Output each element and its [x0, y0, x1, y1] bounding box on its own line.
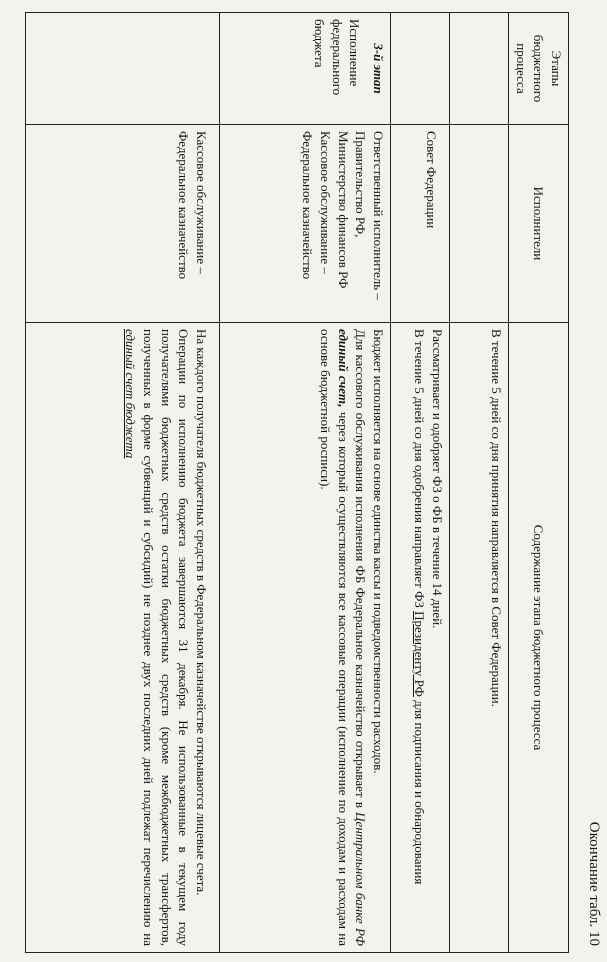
stage-title: 3-й этап: [370, 43, 386, 94]
budget-process-table: [25, 12, 569, 953]
cell-executor: [390, 125, 449, 323]
cell-stage: [449, 13, 508, 125]
executor-text: Кассовое обслуживание – Федеральное казначейство: [300, 131, 333, 280]
table-row: [26, 13, 220, 953]
content-bold-italic: единый счет,: [335, 329, 351, 408]
table-row: [390, 13, 449, 953]
table-caption: Окончание табл. 10: [586, 821, 602, 946]
table-header-row: [508, 13, 568, 953]
content-line: Операции по исполнению бюджета завершаются 31 декабря. Не использованные в текущем году получателями бюджетных средств остатки бюджетных средств (кроме межбюджетных трансфертов, полученных в форме субвенций и субсидий) не позднее двух последних дней подлежат перечислению на: [140, 329, 192, 946]
content-line: для подписания и обнародования: [412, 700, 428, 885]
executor-text: Ответственный исполнитель – Правительство РФ,: [353, 131, 386, 300]
table-row: [219, 13, 390, 953]
content-italic: Центральном банке РФ: [353, 812, 369, 946]
content-line: На каждого получателя бюджетных средств в Федеральном казначействе открываются лицевые счета.: [193, 329, 209, 896]
table-row: [449, 13, 508, 953]
content-underlined: Президенту РФ: [412, 611, 428, 697]
cell-content: [219, 323, 390, 953]
content-line: Рассматривает и одобряет ФЗ о ФБ в течение 14 дней.: [429, 329, 445, 629]
cell-executor: [26, 125, 220, 323]
header-executors: Исполнители: [508, 125, 568, 323]
cell-stage: [219, 13, 390, 125]
cell-content: [26, 323, 220, 953]
content-line: через который осуществляются все кассовые операции (исполнение по доходам и расходам на основе бюджетной росписи).: [317, 329, 351, 946]
cell-executor: [449, 125, 508, 323]
header-stages: Этапы бюджетного процесса: [508, 13, 568, 125]
cell-executor: [219, 125, 390, 323]
cell-stage: [390, 13, 449, 125]
content-italic-underlined: единый счет бюджета: [123, 329, 139, 459]
content-line: Бюджет исполняется на основе единства кассы и подведомственности расходов.: [370, 329, 386, 774]
cell-content: [390, 323, 449, 953]
executor-text: Министерство финансов РФ: [335, 131, 351, 289]
executor-text: Кассовое обслуживание – Федеральное казначейство: [176, 131, 209, 280]
content-line: В течение 5 дней со дня одобрения направляет ФЗ: [412, 329, 428, 608]
cell-stage: [26, 13, 220, 125]
header-content: Содержание этапа бюджетного процесса: [508, 323, 568, 953]
cell-content: В течение 5 дней со дня принятия направляется в Совет Федерации.: [449, 323, 508, 953]
executor-text: Совет Федерации: [423, 131, 439, 229]
stage-name: Исполнение федерального бюджета: [311, 19, 363, 96]
content-line: Для кассового обслуживания исполнения ФБ Федеральное казначейство открывает в: [353, 329, 369, 808]
